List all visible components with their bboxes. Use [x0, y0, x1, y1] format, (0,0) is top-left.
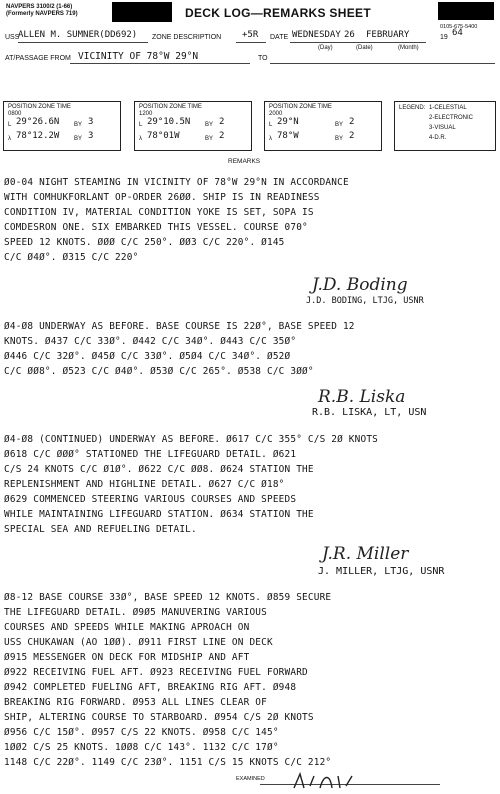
- remarks-line: Ø618 C/C ØØØ° STATIONED THE LIFEGUARD DETAIL. Ø621: [4, 449, 297, 460]
- remarks-line: BREAKING RIG FORWARD. Ø953 ALL LINES CLEAR OF: [4, 697, 267, 708]
- ship-name-rule: [18, 42, 148, 43]
- remarks-line: 1148 C/C 22Ø°. 1149 C/C 23Ø°. 1151 C/S 15 KNOTS C/C 212°: [4, 757, 332, 768]
- legend-item: 4-D.R.: [429, 135, 447, 141]
- date-rule: [290, 42, 426, 43]
- remarks-line: WHILE MAINTAINING LIFEGUARD STATION. Ø634 STATION THE: [4, 509, 314, 520]
- zone-label: ZONE DESCRIPTION: [152, 34, 222, 41]
- remarks-line: THE LIFEGUARD DETAIL. Ø9Ø5 MANUVERING VARIOUS: [4, 607, 267, 618]
- position-time: 2000: [269, 111, 283, 117]
- handwritten-signature: J.D. Boding: [312, 275, 408, 295]
- position-lat: 29°26.6N: [16, 117, 60, 127]
- legend-box: [394, 101, 496, 151]
- remarks-line: WITH COMHUKFORLANT OP-ORDER 26ØØ. SHIP IS IN READINESS: [4, 192, 320, 203]
- to-rule: [270, 63, 495, 64]
- position-time: 1200: [139, 111, 153, 117]
- position-lon-by: 3: [88, 131, 94, 141]
- page-title: DECK LOG—REMARKS SHEET: [185, 6, 371, 20]
- position-lon-by: 2: [349, 131, 355, 141]
- remarks-line: Ø4-Ø8 UNDERWAY AS BEFORE. BASE COURSE IS 22Ø°, BASE SPEED 12: [4, 321, 355, 332]
- examined-label: EXAMINED: [236, 776, 265, 782]
- month-caption: (Month): [398, 45, 419, 51]
- position-lat-by: 2: [219, 117, 225, 127]
- date-value: 26: [344, 30, 355, 40]
- remarks-line: Ø915 MESSENGER ON DECK FOR MIDSHIP AND AFT: [4, 652, 250, 663]
- form-number: NAVPERS 3100/2 (1-66): [6, 4, 73, 10]
- ship-name: ALLEN M. SUMNER(DD692): [18, 30, 138, 40]
- day-caption: (Day): [318, 45, 333, 51]
- date-caption: (Date): [356, 45, 373, 51]
- remarks-line: USS CHUKAWAN (AO 1ØØ). Ø911 FIRST LINE ON DECK: [4, 637, 273, 648]
- position-lat-by: 3: [88, 117, 94, 127]
- position-header: POSITION ZONE TIME: [8, 104, 71, 110]
- position-lon: 78°01W: [147, 131, 180, 141]
- remarks-line: Ø922 RECEIVING FUEL AFT. Ø923 RECEIVING FUEL FORWARD: [4, 667, 308, 678]
- signer-name: R.B. LISKA, LT, USN: [312, 407, 427, 418]
- remarks-line: KNOTS. Ø437 C/C 33Ø°. Ø442 C/C 34Ø°. Ø443 C/C 35Ø°: [4, 336, 297, 347]
- position-lon-by: 2: [219, 131, 225, 141]
- remarks-line: Ø8-12 BASE COURSE 33Ø°, BASE SPEED 12 KNOTS. Ø859 SECURE: [4, 592, 332, 603]
- legend-item: 2-ELECTRONIC: [429, 115, 474, 121]
- day-value: WEDNESDAY: [292, 30, 341, 40]
- legend-label: LEGEND:: [399, 105, 426, 111]
- signer-name: J.D. BODING, LTJG, USNR: [306, 296, 424, 306]
- handwritten-signature: J.R. Miller: [322, 544, 409, 564]
- position-lon: 78°12.2W: [16, 131, 60, 141]
- year-value: 64: [452, 28, 463, 38]
- to-label: TO: [258, 55, 268, 62]
- position-box-1200: POSITION ZONE TIME 1200 L 29°10.5N BY 2 λ 78°01W BY 2: [134, 101, 252, 151]
- legend-item: 3-VISUAL: [429, 125, 456, 131]
- remarks-line: Ø446 C/C 32Ø°. Ø45Ø C/C 33Ø°. Ø5Ø4 C/C 34Ø°. Ø52Ø: [4, 351, 291, 362]
- position-lon: 78°W: [277, 131, 299, 141]
- remarks-line: 1ØØ2 C/S 25 KNOTS. 1ØØ8 C/C 143°. 1132 C/C 17Ø°: [4, 742, 279, 753]
- year-prefix: 19: [440, 34, 448, 41]
- remarks-line: Ø942 COMPLETED FUELING AFT, BREAKING RIG AFT. Ø948: [4, 682, 297, 693]
- redaction-block: [112, 2, 172, 22]
- form-formerly: (Formerly NAVPERS 719): [6, 11, 78, 17]
- uss-label: USS: [5, 34, 20, 41]
- zone-value: +5R: [242, 30, 259, 40]
- passage-label: AT/PASSAGE FROM: [5, 55, 71, 62]
- handwritten-signature: R.B. Liska: [318, 387, 406, 407]
- remarks-line: C/C Ø4Ø°. Ø315 C/C 220°: [4, 252, 139, 263]
- position-box-0800: POSITION ZONE TIME 0800 L 29°26.6N BY 3 λ 78°12.2W BY 3: [3, 101, 121, 151]
- remarks-line: SPECIAL SEA AND REFUELING DETAIL.: [4, 524, 197, 535]
- remarks-line: CONDITION IV, MATERIAL CONDITION YOKE IS SET, SOPA IS: [4, 207, 314, 218]
- remarks-line: Ø956 C/C 15Ø°. Ø957 C/S 22 KNOTS. Ø958 C/C 145°: [4, 727, 279, 738]
- month-value: FEBRUARY: [366, 30, 410, 40]
- form-code: 0105-675-5400: [440, 24, 478, 30]
- remarks-line: COMDESRON ONE. SIX EMBARKED THIS VESSEL. COURSE 070°: [4, 222, 308, 233]
- examined-signature-scrawl: [290, 770, 370, 792]
- position-time: 0800: [8, 111, 22, 117]
- remarks-line: C/S 24 KNOTS C/C Ø1Ø°. Ø622 C/C ØØ8. Ø624 STATION THE: [4, 464, 314, 475]
- position-header: POSITION ZONE TIME: [139, 104, 202, 110]
- redaction-block-right: [438, 2, 494, 20]
- remarks-line: COURSES AND SPEEDS WHILE MAKING APROACH ON: [4, 622, 250, 633]
- remarks-line: REPLENISHMENT AND HIGHLINE DETAIL. Ø627 C/C Ø18°: [4, 479, 285, 490]
- zone-rule: [236, 42, 266, 43]
- position-box-2000: POSITION ZONE TIME 2000 L 29°N BY 2 λ 78°W BY 2: [264, 101, 382, 151]
- remarks-line: SPEED 12 KNOTS. ØØØ C/C 250°. ØØ3 C/C 220°. Ø145: [4, 237, 285, 248]
- remarks-line: C/C ØØ8°. Ø523 C/C Ø4Ø°. Ø53Ø C/C 265°. Ø538 C/C 3ØØ°: [4, 366, 314, 377]
- remarks-title: REMARKS: [228, 158, 261, 165]
- remarks-line: Ø0-04 NIGHT STEAMING IN VICINITY OF 78°W 29°N IN ACCORDANCE: [4, 177, 349, 188]
- position-lat: 29°10.5N: [147, 117, 191, 127]
- legend-item: 1-CELESTIAL: [429, 105, 467, 111]
- passage-value: VICINITY OF 78°W 29°N: [78, 51, 199, 62]
- signer-name: J. MILLER, LTJG, USNR: [318, 566, 445, 577]
- position-header: POSITION ZONE TIME: [269, 104, 332, 110]
- remarks-line: Ø4-Ø8 (CONTINUED) UNDERWAY AS BEFORE. Ø617 C/C 355° C/S 2Ø KNOTS: [4, 434, 379, 445]
- passage-rule: [70, 63, 250, 64]
- date-label: DATE: [270, 34, 289, 41]
- position-lat: 29°N: [277, 117, 299, 127]
- position-lat-by: 2: [349, 117, 355, 127]
- remarks-line: SHIP, ALTERING COURSE TO STARBOARD. Ø954 C/S 2Ø KNOTS: [4, 712, 314, 723]
- remarks-line: Ø629 COMMENCED STEERING VARIOUS COURSES AND SPEEDS: [4, 494, 297, 505]
